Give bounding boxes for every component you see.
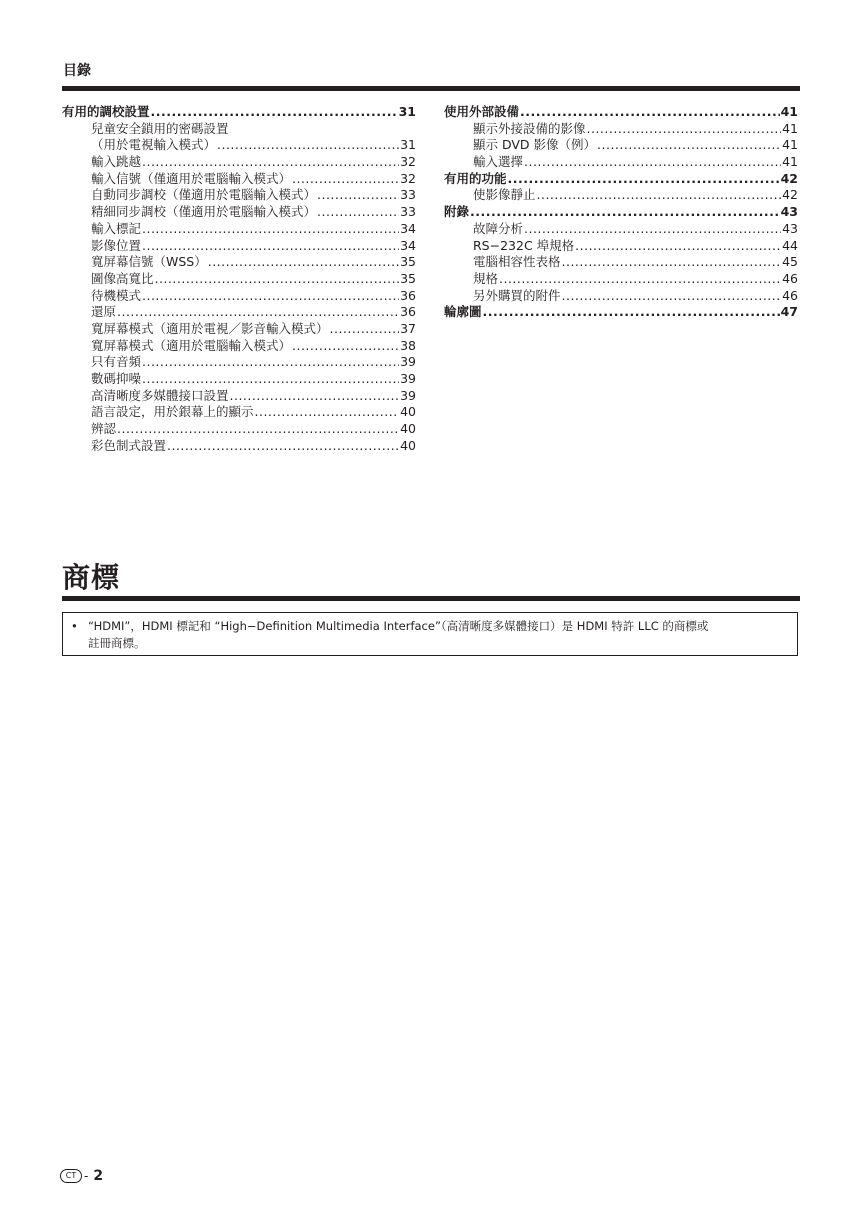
toc-dot-leader	[499, 271, 781, 288]
toc-entry-page: 40	[400, 437, 416, 453]
toc-dot-leader	[537, 187, 782, 204]
toc-entry-title: （用於電視輸入模式）	[91, 137, 217, 153]
toc-entry-title: 待機模式	[91, 287, 142, 303]
toc-heading-rule	[62, 86, 800, 91]
toc-entry-page: 37	[400, 320, 416, 336]
toc-entry-page: 36	[400, 304, 416, 320]
toc-entry-title: 精細同步調校（僅適用於電腦輸入模式）	[91, 204, 317, 220]
toc-entry-title: 顯示 DVD 影像（例）	[473, 137, 597, 153]
toc-entry-title: 圖像高寬比	[91, 270, 154, 286]
toc-section-entry[interactable]	[444, 104, 798, 121]
toc-entry-title: 使影像靜止	[473, 187, 536, 203]
toc-dot-leader	[587, 121, 782, 138]
toc-entry-page: 41	[780, 104, 798, 119]
toc-dot-leader	[155, 271, 400, 288]
toc-entry-title: 數碼抑噪	[91, 371, 142, 386]
toc-entry-title: 還原	[91, 304, 117, 320]
toc-dot-leader	[575, 238, 781, 255]
toc-entry-page: 38	[400, 337, 416, 353]
toc-dot-leader	[562, 254, 782, 271]
toc-dot-leader	[142, 238, 399, 255]
toc-dot-leader	[597, 137, 781, 154]
toc-entry-title: 使用外部設備	[444, 104, 520, 119]
toc-right-column	[444, 104, 798, 321]
page-number: 2	[93, 1168, 104, 1184]
toc-dot-leader	[292, 171, 399, 188]
toc-entry-page: 35	[400, 254, 416, 270]
toc-entry[interactable]	[62, 321, 416, 338]
toc-dot-leader	[142, 354, 399, 371]
toc-dot-leader	[117, 421, 399, 438]
toc-entry-title: 寬屏幕模式（適用於電視／影音輸入模式）	[91, 320, 329, 336]
toc-entry-title: 辨認	[91, 421, 117, 437]
toc-entry-title: 顯示外接設備的影像	[473, 120, 586, 136]
toc-entry[interactable]	[444, 221, 798, 238]
toc-entry[interactable]	[62, 388, 416, 405]
trademark-notice-box	[62, 612, 798, 656]
toc-dot-leader	[508, 171, 780, 188]
toc-heading: 目錄	[63, 63, 91, 79]
toc-entry-page: 42	[780, 170, 798, 186]
toc-dot-leader	[483, 304, 780, 321]
toc-entry-page: 42	[782, 187, 798, 203]
toc-entry-page: 41	[782, 154, 798, 170]
toc-entry[interactable]	[62, 404, 416, 421]
toc-entry-title: RS−232C 埠規格	[473, 237, 575, 253]
toc-dot-leader	[317, 187, 399, 204]
toc-entry-title: 有用的調校設置	[62, 104, 150, 119]
toc-entry[interactable]	[444, 238, 798, 255]
toc-entry[interactable]	[444, 154, 798, 171]
trademark-notice-line	[71, 618, 789, 635]
toc-entry[interactable]	[62, 438, 416, 455]
toc-entry[interactable]	[62, 204, 416, 221]
toc-entry-page: 43	[780, 204, 798, 220]
toc-entry-title: 有用的功能	[444, 170, 507, 186]
toc-entry[interactable]	[62, 171, 416, 188]
toc-dot-leader	[330, 321, 400, 338]
toc-entry-page: 34	[400, 220, 416, 236]
trademark-heading-rule	[62, 596, 800, 601]
toc-entry[interactable]	[62, 354, 416, 371]
toc-dot-leader	[167, 438, 399, 455]
toc-dot-leader	[292, 338, 399, 355]
toc-entry-page: 35	[400, 270, 416, 286]
toc-entry[interactable]	[444, 187, 798, 204]
toc-entry[interactable]	[444, 137, 798, 154]
toc-entry[interactable]	[444, 271, 798, 288]
toc-dot-leader	[117, 304, 399, 321]
toc-dot-leader	[524, 221, 781, 238]
toc-entry[interactable]	[62, 304, 416, 321]
toc-entry-title: 附錄	[444, 204, 470, 220]
toc-entry-page: 44	[782, 237, 798, 253]
toc-entry-title: 輸入標記	[91, 220, 142, 236]
toc-section-entry[interactable]	[62, 104, 416, 121]
toc-entry-page: 47	[780, 304, 798, 320]
toc-entry-page: 33	[400, 187, 416, 203]
toc-dot-leader	[562, 288, 782, 305]
toc-entry[interactable]	[62, 121, 416, 138]
trademark-notice-text-continued: 註冊商標。	[88, 636, 146, 650]
toc-dot-leader	[142, 288, 399, 305]
toc-left-column	[62, 104, 416, 454]
toc-entry-page: 40	[400, 421, 416, 437]
toc-entry-page: 31	[400, 137, 416, 153]
toc-dot-leader	[470, 204, 780, 221]
toc-entry-title: 另外購買的附件	[473, 287, 561, 303]
trademark-notice-line	[71, 635, 789, 652]
toc-entry[interactable]	[62, 238, 416, 255]
toc-entry[interactable]	[62, 288, 416, 305]
toc-dot-leader	[142, 221, 399, 238]
toc-entry[interactable]	[62, 271, 416, 288]
toc-dot-leader	[317, 204, 399, 221]
toc-entry[interactable]	[444, 121, 798, 138]
toc-dot-leader	[520, 104, 780, 121]
toc-entry-page: 36	[400, 287, 416, 303]
trademark-heading: 商標	[62, 561, 121, 594]
toc-entry[interactable]	[62, 221, 416, 238]
toc-entry[interactable]	[62, 154, 416, 171]
toc-entry-page: 39	[400, 354, 416, 370]
toc-entry[interactable]	[62, 254, 416, 271]
toc-entry-title: 電腦相容性表格	[473, 254, 561, 270]
toc-section-entry[interactable]	[444, 304, 798, 321]
toc-dot-leader	[255, 404, 400, 421]
toc-entry-title: 兒童安全鎖用的密碼設置	[91, 120, 229, 136]
toc-entry-page: 31	[398, 104, 416, 119]
toc-entry[interactable]	[444, 254, 798, 271]
toc-entry-title: 輸入選擇	[473, 154, 524, 170]
toc-section-entry[interactable]	[444, 204, 798, 221]
toc-dot-leader	[208, 254, 399, 271]
toc-entry-page: 43	[782, 220, 798, 236]
toc-entry[interactable]	[62, 187, 416, 204]
language-badge-icon: CT	[60, 1169, 82, 1183]
toc-entry-title: 輸入跳越	[91, 154, 142, 170]
toc-entry-title: 故障分析	[473, 220, 524, 236]
toc-entry-page: 41	[782, 120, 798, 136]
toc-entry-title: 寬屏幕模式（適用於電腦輸入模式）	[91, 337, 292, 353]
toc-entry-page: 40	[400, 404, 416, 420]
toc-dot-leader	[142, 154, 399, 171]
toc-entry-title: 寬屏幕信號（WSS）	[91, 254, 207, 270]
toc-dot-leader	[217, 137, 399, 154]
toc-entry-page: 32	[400, 154, 416, 170]
toc-entry-title: 輸入信號（僅適用於電腦輸入模式）	[91, 170, 292, 186]
toc-entry-page: 45	[782, 254, 798, 270]
toc-dot-leader	[142, 371, 399, 388]
toc-dot-leader	[230, 388, 400, 405]
toc-entry[interactable]	[62, 421, 416, 438]
page-footer	[60, 1168, 103, 1184]
toc-entry-title: 彩色制式設置	[91, 437, 167, 453]
toc-entry-title: 規格	[473, 270, 499, 286]
toc-entry-page: 46	[782, 270, 798, 286]
toc-entry-page: 34	[400, 237, 416, 253]
toc-entry-title: 高清晰度多媒體接口設置	[91, 387, 229, 403]
toc-dot-leader	[151, 104, 398, 121]
footer-separator: -	[84, 1169, 89, 1183]
toc-entry-title: 輪廓圖	[444, 304, 482, 320]
toc-entry-title: 影像位置	[91, 237, 142, 253]
toc-entry-page: 39	[400, 371, 416, 386]
toc-entry[interactable]	[62, 338, 416, 355]
toc-entry[interactable]	[444, 288, 798, 305]
trademark-notice-text: “HDMI”，HDMI 標記和 “High−Definition Multimedia Interface”（高清晰度多媒體接口）是 HDMI 特許 LLC 的商標或	[88, 619, 709, 633]
bullet-icon: •	[71, 619, 78, 633]
toc-entry-title: 只有音頻	[91, 354, 142, 370]
toc-entry-title: 自動同步調校（僅適用於電腦輸入模式）	[91, 187, 317, 203]
toc-entry-page: 32	[400, 170, 416, 186]
toc-entry-page: 39	[400, 387, 416, 403]
toc-entry[interactable]	[62, 371, 416, 388]
toc-dot-leader	[524, 154, 781, 171]
toc-section-entry[interactable]	[444, 171, 798, 188]
toc-entry-page: 46	[782, 287, 798, 303]
toc-entry-page: 33	[400, 204, 416, 220]
toc-entry-page: 41	[782, 137, 798, 153]
toc-entry-title: 語言設定，用於銀幕上的顯示	[91, 404, 254, 420]
toc-entry[interactable]	[62, 137, 416, 154]
